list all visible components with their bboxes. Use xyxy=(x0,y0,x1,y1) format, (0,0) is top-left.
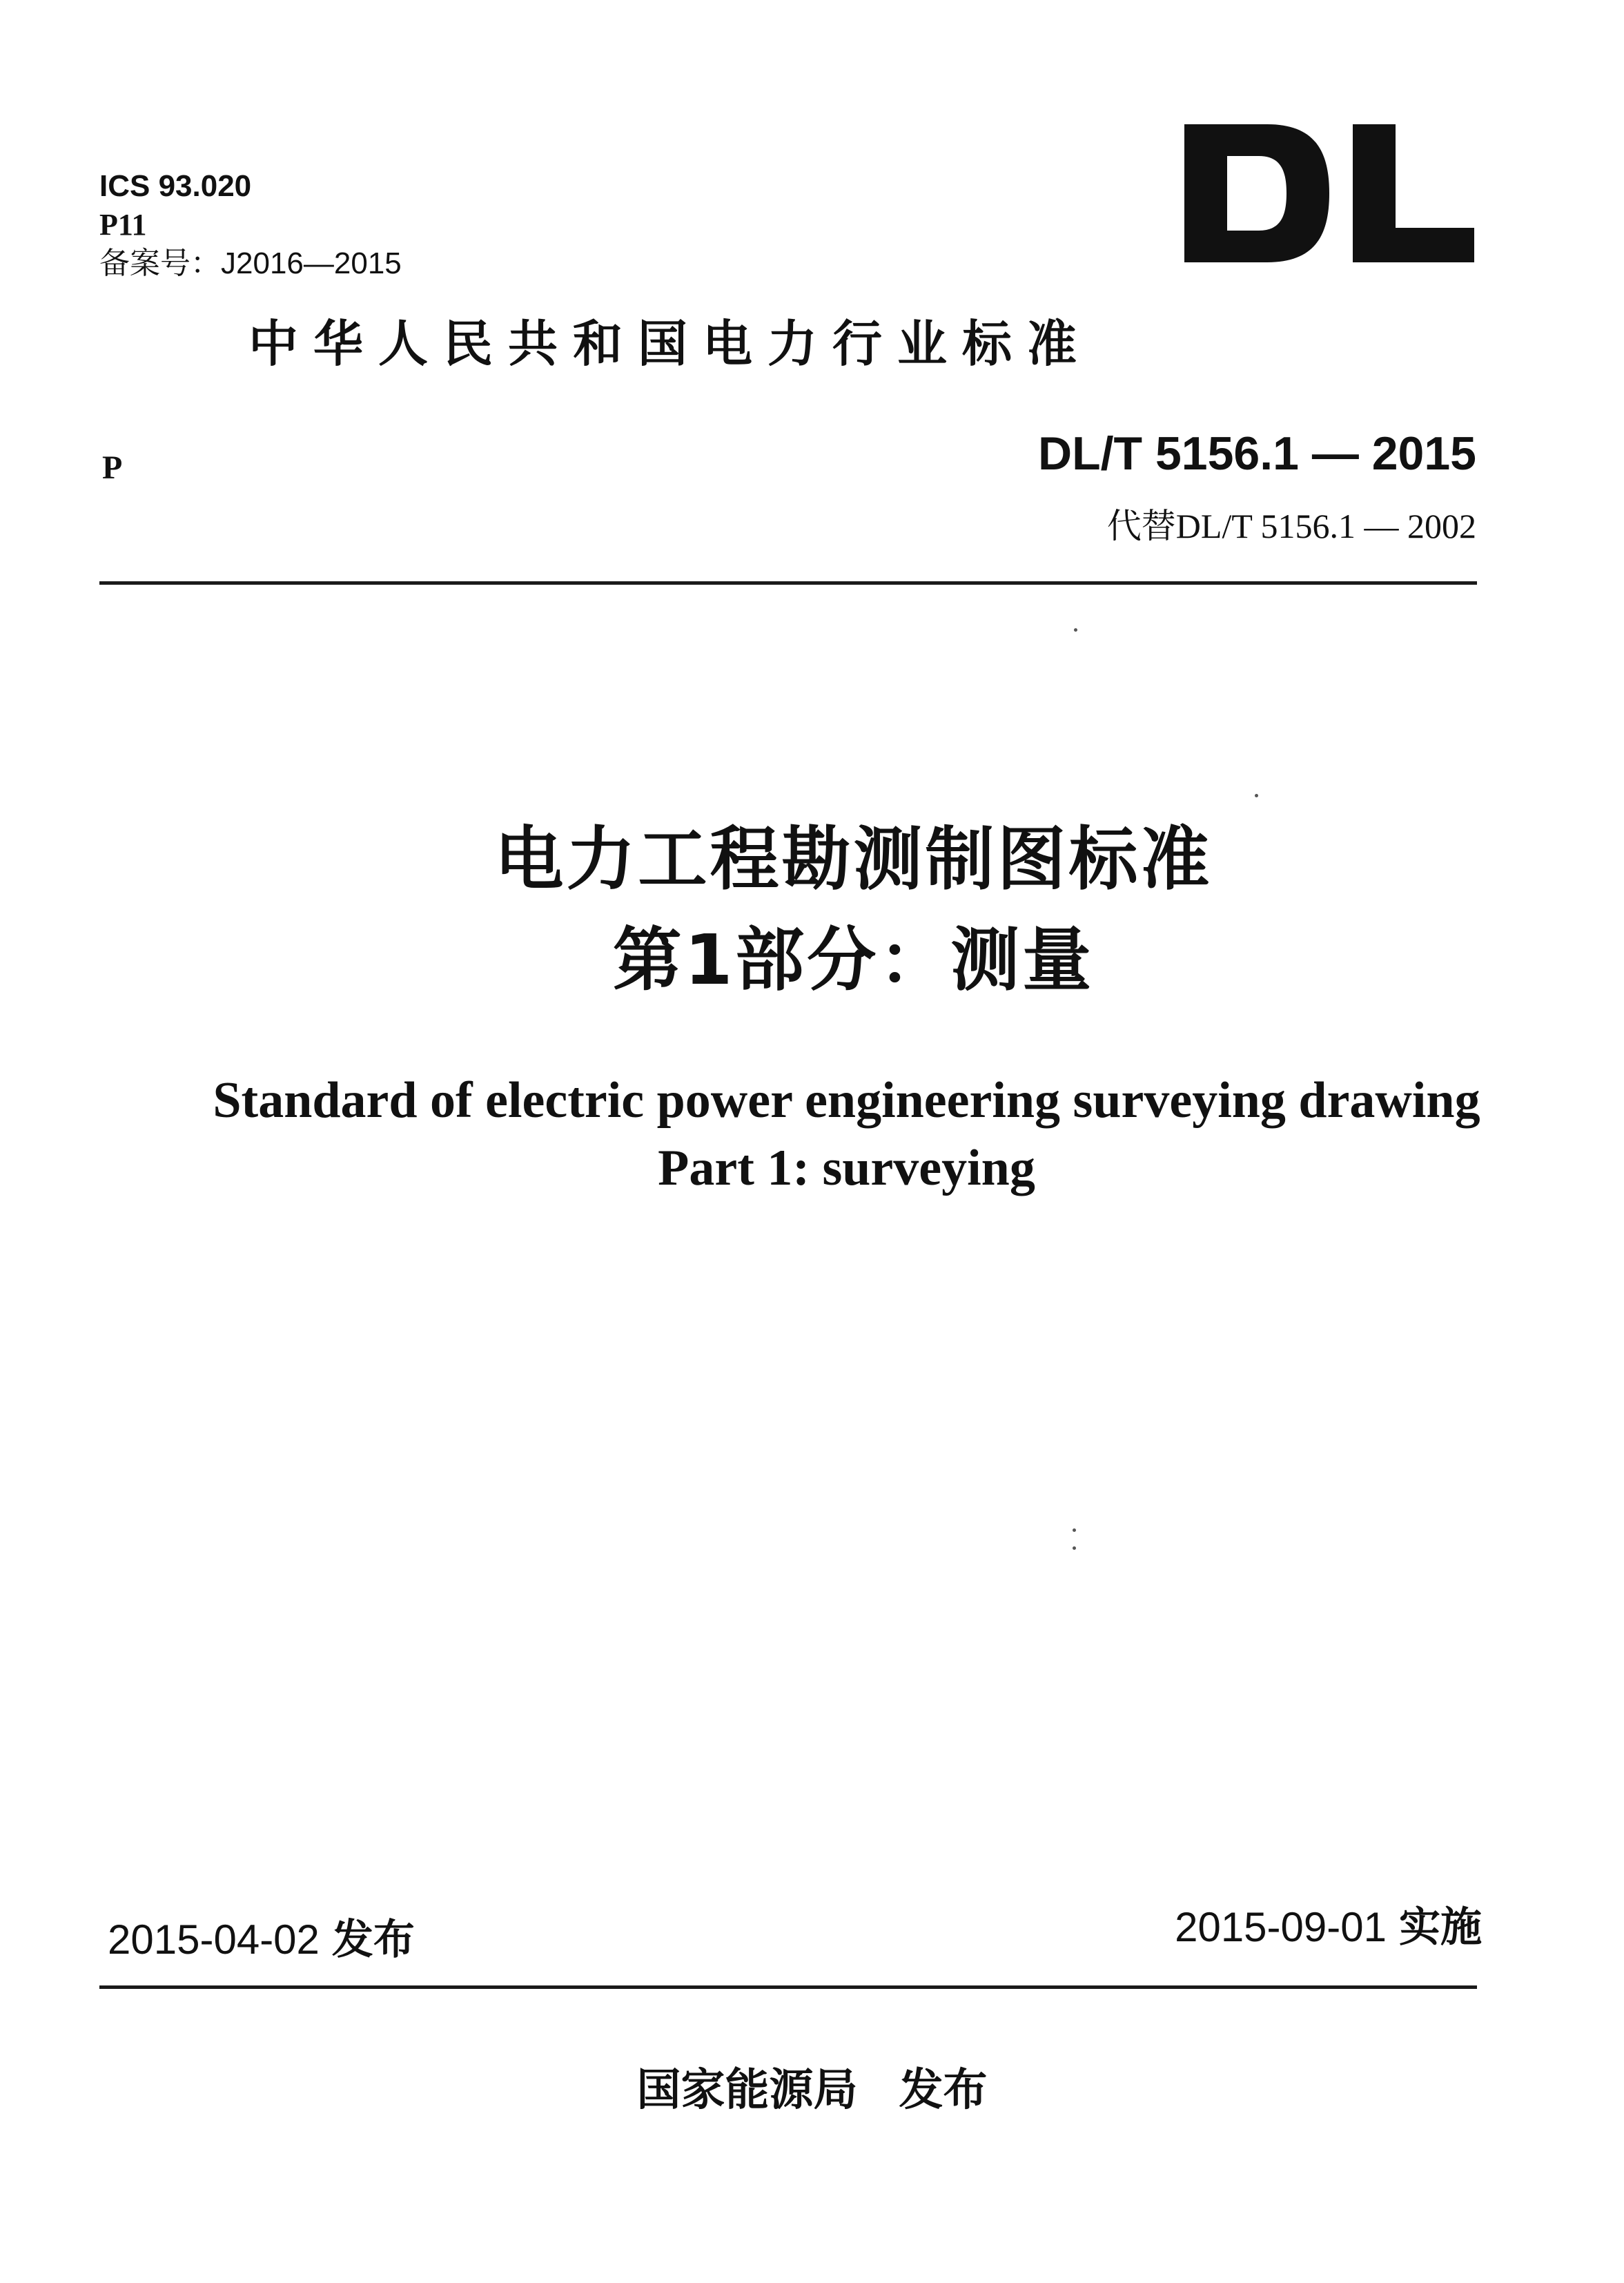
scan-speck xyxy=(1073,1528,1076,1532)
title-cn-line1: 电力工程勘测制图标准 xyxy=(494,819,1213,900)
top-divider xyxy=(99,581,1477,585)
standard-number: DL/T 5156.1 — 2015 xyxy=(1037,427,1476,480)
scan-speck xyxy=(1255,794,1258,797)
standard-category: P xyxy=(102,449,123,486)
scan-speck xyxy=(1074,628,1077,632)
scan-speck xyxy=(1073,1546,1076,1550)
title-en-line1: Standard of electric power engineering surveying drawing xyxy=(213,1072,1480,1129)
issue-date: 2015-04-02 xyxy=(108,1916,320,1963)
record-number: 备案号：J2016—2015 xyxy=(99,246,402,280)
publisher-action: 发布 xyxy=(899,2065,988,2116)
ics-code: ICS 93.020 xyxy=(99,169,252,203)
dl-logo xyxy=(1184,124,1474,262)
publisher-name: 国家能源局 xyxy=(636,2065,858,2116)
publisher-block xyxy=(0,2054,1624,2118)
issue-label: 发布 xyxy=(331,1916,415,1964)
effective-label: 实施 xyxy=(1399,1903,1482,1952)
ccs-code: P11 xyxy=(99,208,147,242)
title-en-line2: Part 1: surveying xyxy=(658,1140,1035,1196)
logo-letter-d xyxy=(1184,124,1329,262)
bottom-divider xyxy=(99,1985,1477,1989)
issue-date-block xyxy=(108,1907,415,1966)
series-title: 中华人民共和国电力行业标准 xyxy=(248,315,1093,373)
effective-date: 2015-09-01 xyxy=(1175,1904,1387,1950)
logo-letter-l xyxy=(1353,124,1474,262)
replaces-standard: 代替DL/T 5156.1 — 2002 xyxy=(1106,507,1476,545)
effective-date-block xyxy=(1175,1894,1482,1954)
title-cn-line2: 第1部分：测量 xyxy=(612,920,1095,1000)
